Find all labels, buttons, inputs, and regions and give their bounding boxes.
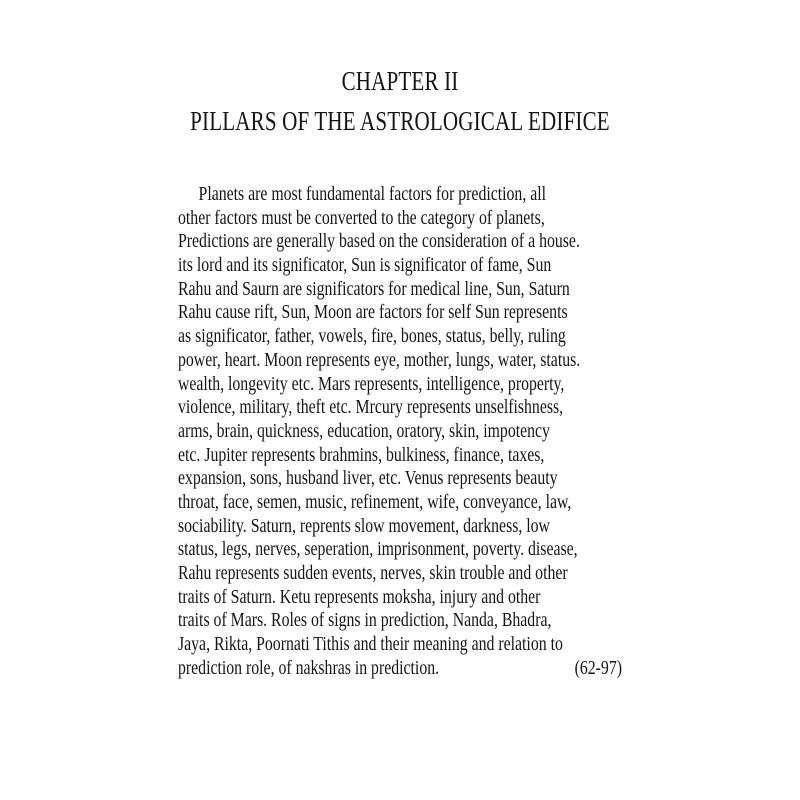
paragraph-line: Rahu represents sudden events, nerves, skin trouble and other <box>178 562 568 584</box>
chapter-summary-paragraph <box>178 183 622 680</box>
paragraph-line: status, legs, nerves, seperation, imprisonment, poverty. disease, <box>178 538 578 561</box>
paragraph-line: other factors must be converted to the category of planets, <box>178 206 545 229</box>
paragraph-line: wealth, longevity etc. Mars represents, intelligence, property, <box>178 372 565 395</box>
paragraph-line: sociability. Saturn, reprents slow movement, darkness, low <box>178 514 550 537</box>
paragraph-line: its lord and its significator, Sun is significator of fame, Sun <box>178 254 552 277</box>
paragraph-line: etc. Jupiter represents brahmins, bulkiness, finance, taxes, <box>178 443 545 466</box>
paragraph-line: traits of Mars. Roles of signs in prediction, Nanda, Bhadra, <box>178 609 552 632</box>
page-reference: (62-97) <box>574 656 622 679</box>
chapter-title: PILLARS OF THE ASTROLOGICAL EDIFICE <box>190 106 610 136</box>
paragraph-line: throat, face, semen, music, refinement, wife, conveyance, law, <box>178 490 572 513</box>
paragraph-line: traits of Saturn. Ketu represents moksha, injury and other <box>178 585 541 608</box>
chapter-number: CHAPTER II <box>341 66 459 96</box>
paragraph-line: prediction role, of nakshras in prediction. <box>178 656 440 679</box>
paragraph-line: Jaya, Rikta, Poornati Tithis and their meaning and relation to <box>178 633 563 656</box>
paragraph-line: power, heart. Moon represents eye, mother, lungs, water, status. <box>178 348 581 371</box>
paragraph-line: Rahu and Saurn are significators for medical line, Sun, Saturn <box>178 277 570 300</box>
paragraph-last-line <box>178 657 622 681</box>
paragraph-line: Predictions are generally based on the consideration of a house. <box>178 230 580 253</box>
paragraph-line: Planets are most fundamental factors for prediction, all <box>198 183 547 205</box>
paragraph-line: arms, brain, quickness, education, oratory, skin, impotency <box>178 419 550 442</box>
paragraph-line: violence, military, theft etc. Mrcury represents unselfishness, <box>178 396 564 419</box>
paragraph-line: as significator, father, vowels, fire, bones, status, belly, ruling <box>178 325 566 348</box>
paragraph-line: expansion, sons, husband liver, etc. Venus represents beauty <box>178 467 558 490</box>
paragraph-line: Rahu cause rift, Sun, Moon are factors for self Sun represents <box>178 301 568 324</box>
